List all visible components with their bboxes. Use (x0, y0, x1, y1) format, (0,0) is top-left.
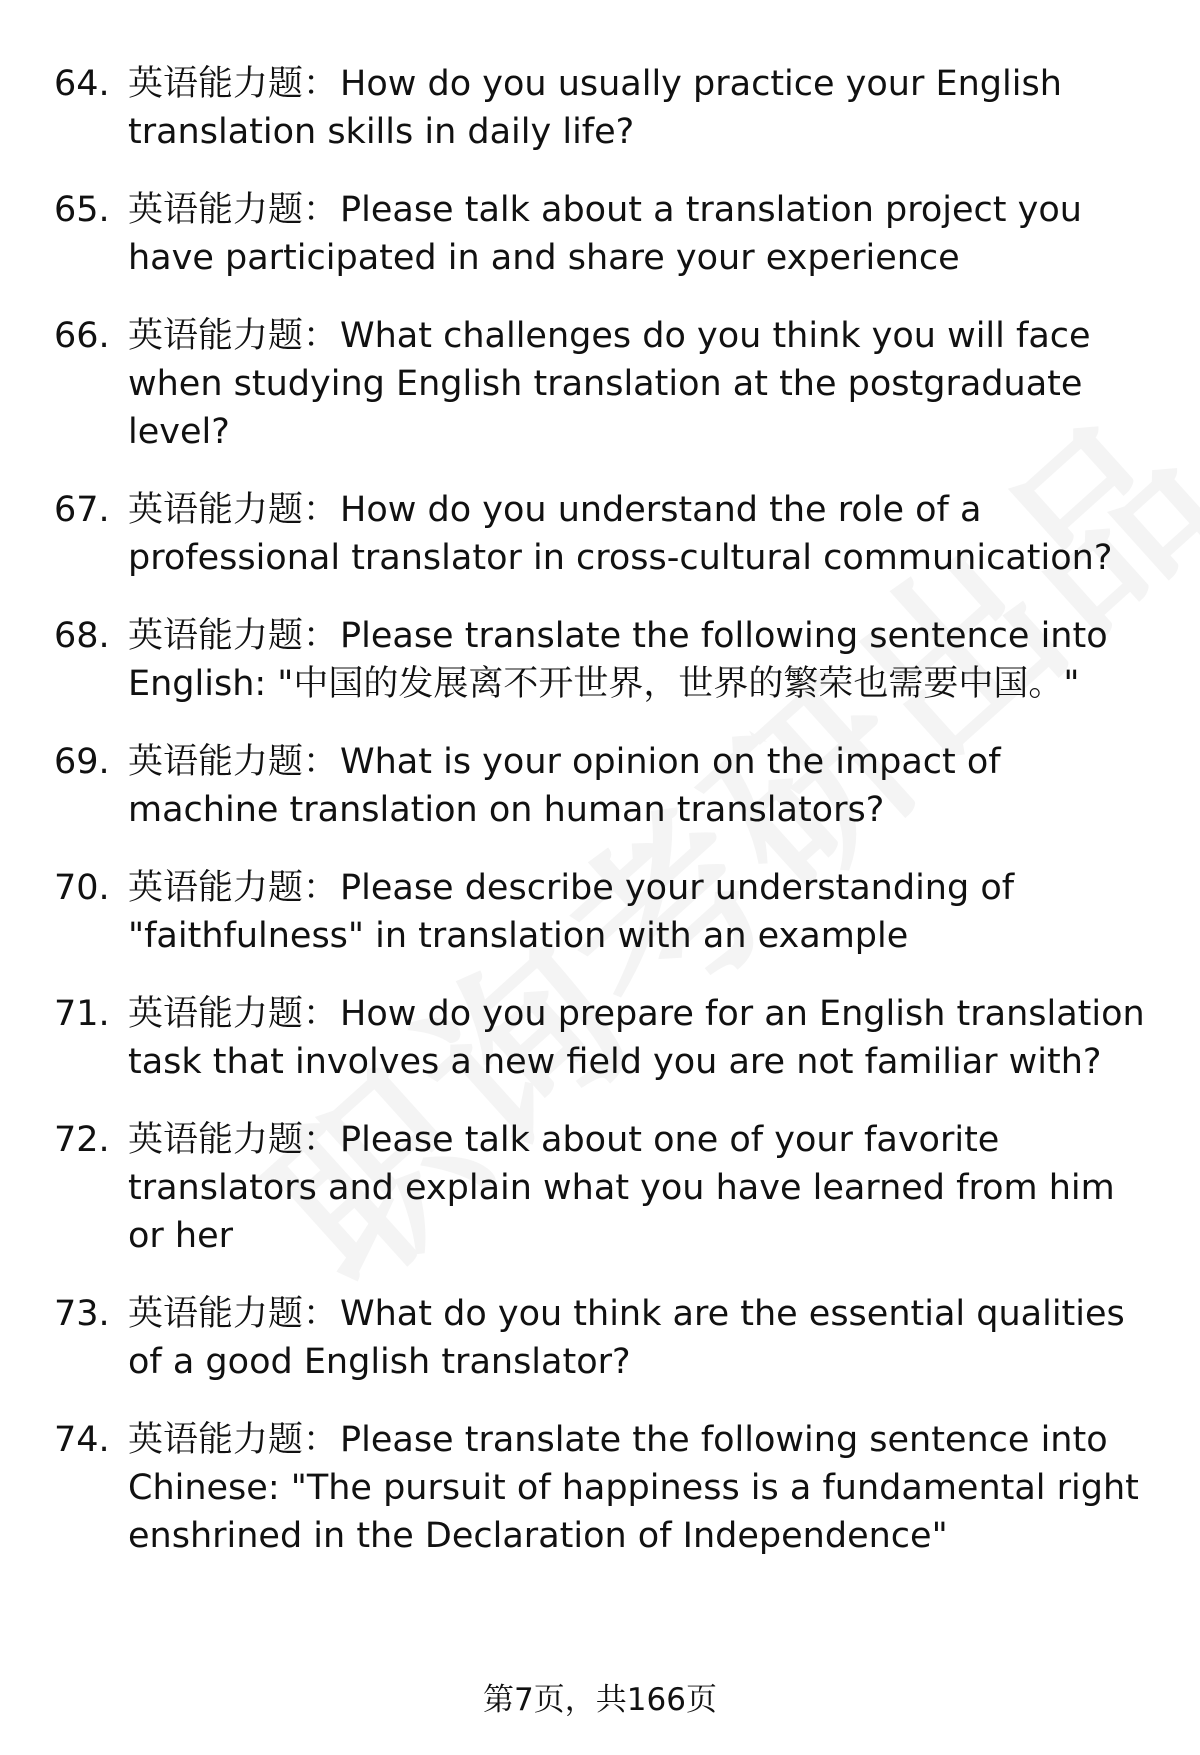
question-text: Please talk about a translation project you have participated in and share your experience (128, 190, 1082, 278)
question-text: How do you usually practice your English translation skills in daily life? (128, 64, 1062, 152)
question-number: 73. (54, 1294, 110, 1334)
question-text: Please translate the following sentence into English: "中国的发展离不开世界，世界的繁荣也需要中国。" (128, 616, 1108, 704)
question-text: Please translate the following sentence into Chinese: "The pursuit of happiness is a fundamental right enshrined in the Declaration of Independence" (128, 1420, 1139, 1556)
question-number: 70. (54, 868, 110, 908)
question-category: 英语能力题： (128, 994, 339, 1034)
question-item (0, 312, 1200, 456)
question-number: 69. (54, 742, 110, 782)
question-list (0, 60, 1200, 1590)
question-category: 英语能力题： (128, 490, 339, 530)
page-number-label: 第7页，共166页 (483, 1682, 717, 1718)
question-category: 英语能力题： (128, 190, 339, 230)
question-number: 74. (54, 1420, 110, 1460)
question-category: 英语能力题： (128, 742, 339, 782)
question-item (0, 1290, 1200, 1386)
question-item (0, 738, 1200, 834)
question-item (0, 1416, 1200, 1560)
question-number: 68. (54, 616, 110, 656)
question-category: 英语能力题： (128, 616, 339, 656)
question-category: 英语能力题： (128, 316, 339, 356)
question-text: What is your opinion on the impact of machine translation on human translators? (128, 742, 1001, 830)
question-number: 64. (54, 64, 110, 104)
question-category: 英语能力题： (128, 64, 339, 104)
question-item (0, 486, 1200, 582)
question-item (0, 612, 1200, 708)
question-category: 英语能力题： (128, 1420, 339, 1460)
question-number: 67. (54, 490, 110, 530)
question-text: What challenges do you think you will face when studying English translation at the postgraduate level? (128, 316, 1091, 452)
question-text: How do you understand the role of a professional translator in cross-cultural communication? (128, 490, 1113, 578)
question-item (0, 186, 1200, 282)
page-footer (0, 1680, 1200, 1720)
question-number: 72. (54, 1120, 110, 1160)
question-text: Please describe your understanding of "faithfulness" in translation with an example (128, 868, 1015, 956)
question-item (0, 990, 1200, 1086)
question-category: 英语能力题： (128, 1120, 339, 1160)
question-category: 英语能力题： (128, 868, 339, 908)
question-item (0, 1116, 1200, 1260)
question-number: 66. (54, 316, 110, 356)
question-number: 65. (54, 190, 110, 230)
question-text: How do you prepare for an English translation task that involves a new field you are not familiar with? (128, 994, 1145, 1082)
question-text: What do you think are the essential qualities of a good English translator? (128, 1294, 1125, 1382)
question-item (0, 864, 1200, 960)
question-category: 英语能力题： (128, 1294, 339, 1334)
question-text: Please talk about one of your favorite translators and explain what you have learned from him or her (128, 1120, 1115, 1256)
question-item (0, 60, 1200, 156)
question-number: 71. (54, 994, 110, 1034)
